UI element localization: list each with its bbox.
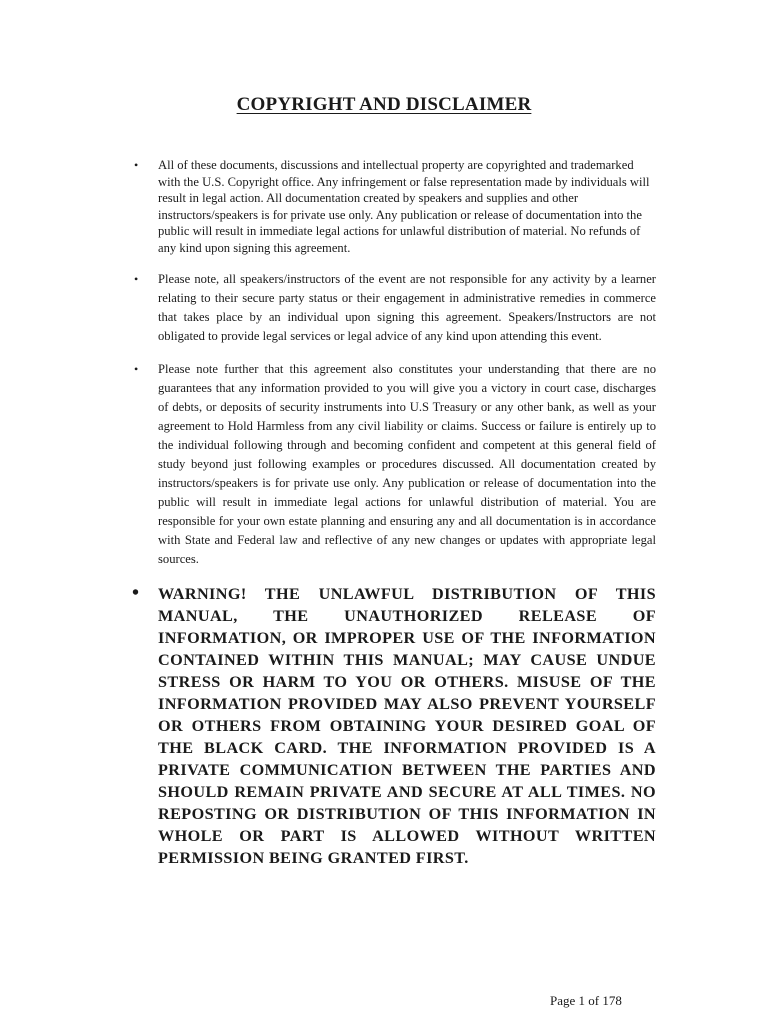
disclaimer-item-responsibility	[132, 270, 656, 346]
document-title-text: COPYRIGHT AND DISCLAIMER	[236, 94, 532, 115]
bullet-icon: •	[134, 362, 139, 376]
disclaimer-item-warning	[132, 583, 656, 869]
disclaimer-list	[132, 157, 656, 869]
warning-text: WARNING! THE UNLAWFUL DISTRIBUTION OF THIS MANUAL, THE UNAUTHORIZED RELEASE OF INFORMATION, OR IMPROPER USE OF THE INFORMATION CONTAINED WITHIN THIS MANUAL; MAY CAUSE UNDUE STRESS OR HARM TO YOU OR OTHERS. MISUSE OF THE INFORMATION PROVIDED MAY ALSO PREVENT YOURSELF OR OTHERS FROM OBTAINING YOUR DESIRED GOAL OF THE BLACK CARD. THE INFORMATION PROVIDED IS A PRIVATE COMMUNICATION BETWEEN THE PARTIES AND SHOULD REMAIN PRIVATE AND SECURE AT ALL TIMES. NO REPOSTING OR DISTRIBUTION OF THIS INFORMATION IN WHOLE OR PART IS ALLOWED WITHOUT WRITTEN PERMISSION BEING GRANTED FIRST.	[158, 585, 656, 867]
disclaimer-item-no-guarantees	[132, 360, 656, 569]
bullet-icon: •	[132, 582, 140, 604]
page-number: Page 1 of 178	[550, 993, 622, 1008]
disclaimer-text: Please note further that this agreement also constitutes your understanding that there are no guarantees that any information provided to you will give you a victory in court case, discharges of debts, or deposits of security instruments into U.S Treasury or any other bank, as well as your agreement to Hold Harmless from any civil liability or claims. Success or failure is entirely up to the individual following through and becoming confident and competent at this general field of study beyond just following examples or procedures discussed. All documentation created by instructors/speakers is for private use only. Any publication or release of documentation into the public will result in immediate legal actions for unlawful distribution of material. You are responsible for your own estate planning and ensuring any and all documentation is in accordance with State and Federal law and reflective of any new changes or updates with appropriate legal sources.	[158, 362, 656, 566]
bullet-icon: •	[134, 272, 139, 286]
disclaimer-text: All of these documents, discussions and intellectual property are copyrighted and trademarked with the U.S. Copyright office. Any infringement or false representation made by individuals will result in legal action. All documentation created by speakers and supplies and other instructors/speakers is for private use only. Any publication or release of documentation into the public will result in immediate legal actions for unlawful distribution of material. No refunds of any kind upon signing this agreement.	[158, 158, 650, 255]
bullet-icon: •	[134, 158, 139, 172]
disclaimer-item-copyright	[132, 157, 656, 256]
document-title	[0, 94, 768, 116]
disclaimer-text: Please note, all speakers/instructors of the event are not responsible for any activity by a learner relating to their secure party status or their engagement in administrative remedies in commerce that takes place by an individual upon signing this agreement. Speakers/Instructors are not obligated to provide legal services or legal advice of any kind upon attending this event.	[158, 272, 656, 343]
